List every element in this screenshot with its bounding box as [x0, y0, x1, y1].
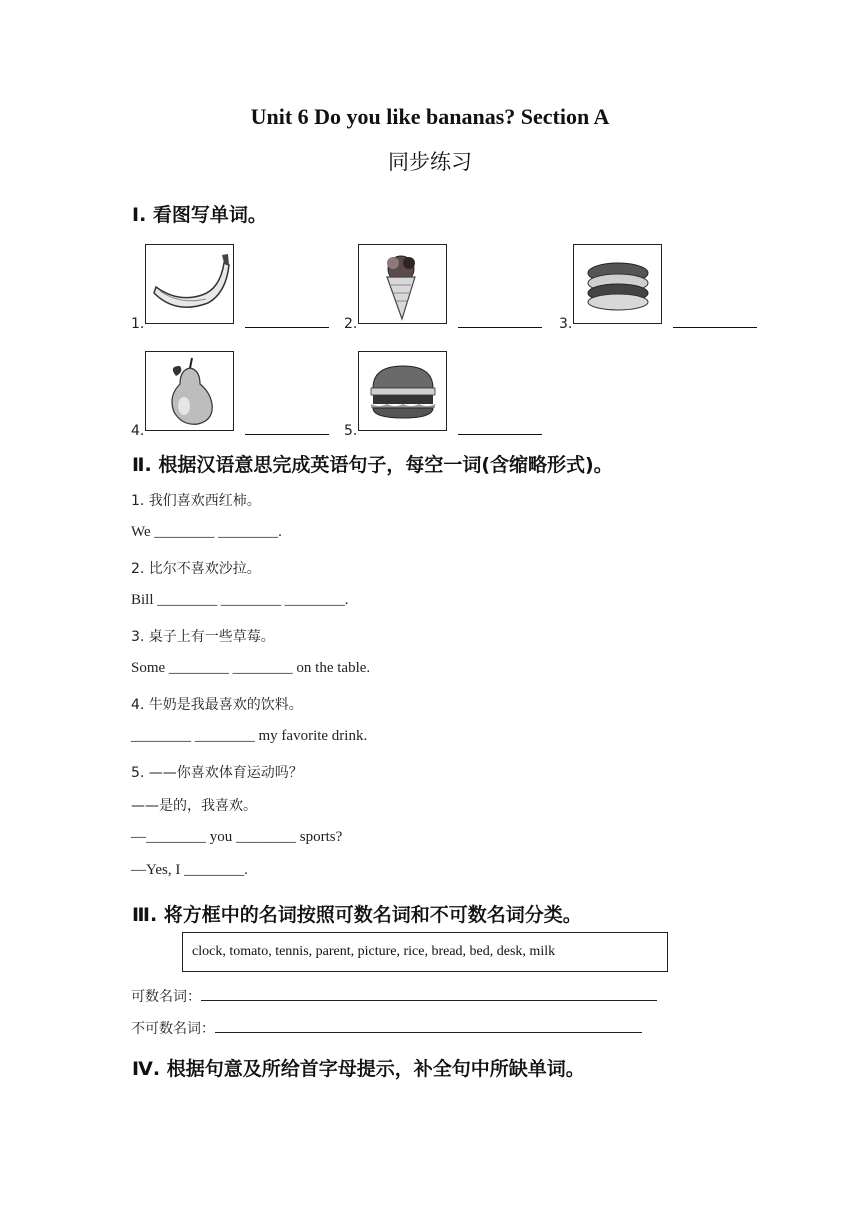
answer-blank[interactable] — [245, 434, 329, 435]
exercise-line: 3. 桌子上有一些草莓。 — [131, 629, 275, 645]
picture-number: 5. — [344, 423, 358, 439]
picture-number: 2. — [344, 316, 358, 332]
noun-word-box: clock, tomato, tennis, parent, picture, rice, bread, bed, desk, milk — [182, 932, 668, 972]
exercise-line: 2. 比尔不喜欢沙拉。 — [131, 561, 261, 577]
exercise-line: 5. ——你喜欢体育运动吗？ — [131, 765, 303, 781]
countable-answer-line[interactable] — [201, 988, 657, 1001]
countable-label: 可数名词： — [131, 989, 201, 1005]
section-2-heading: Ⅱ. 根据汉语意思完成英语句子，每空一词(含缩略形式)。 — [132, 454, 613, 476]
picture-number: 1. — [131, 316, 145, 332]
answer-blank[interactable] — [245, 327, 329, 328]
picture-number: 3. — [559, 316, 573, 332]
picture-item-3 — [559, 244, 774, 334]
banana-icon — [145, 244, 234, 324]
section-3-heading: Ⅲ. 将方框中的名词按照可数名词和不可数名词分类。 — [132, 904, 582, 926]
section-4-heading: Ⅳ. 根据句意及所给首字母提示，补全句中所缺单词。 — [132, 1058, 585, 1080]
answer-blank[interactable] — [673, 327, 757, 328]
picture-item-5 — [344, 351, 559, 441]
exercise-line: ________ ________ my favorite drink. — [131, 728, 368, 744]
picture-number: 4. — [131, 423, 145, 439]
exercise-line: —Yes, I ________. — [131, 862, 248, 878]
exercise-line: Some ________ ________ on the table. — [131, 660, 371, 676]
pear-icon — [145, 351, 234, 431]
countable-answer-row — [131, 986, 657, 1006]
picture-item-1 — [131, 244, 346, 334]
picture-item-4 — [131, 351, 346, 441]
section-1-heading: Ⅰ. 看图写单词。 — [132, 204, 267, 226]
exercise-line: 1. 我们喜欢西红柿。 — [131, 493, 261, 509]
uncountable-label: 不可数名词： — [131, 1021, 215, 1037]
page-subtitle: 同步练习 — [388, 150, 472, 174]
ice-cream-icon — [358, 244, 447, 324]
picture-item-2 — [344, 244, 559, 334]
bread-icon — [573, 244, 662, 324]
exercise-line: Bill ________ ________ ________. — [131, 592, 349, 608]
answer-blank[interactable] — [458, 327, 542, 328]
uncountable-answer-row — [131, 1018, 642, 1038]
exercise-line: —________ you ________ sports? — [131, 829, 343, 845]
hamburger-icon — [358, 351, 447, 431]
exercise-line: 4. 牛奶是我最喜欢的饮料。 — [131, 697, 303, 713]
exercise-line: ——是的，我喜欢。 — [131, 798, 257, 814]
exercise-line: We ________ ________. — [131, 524, 282, 540]
uncountable-answer-line[interactable] — [215, 1020, 642, 1033]
page-title: Unit 6 Do you like bananas? Section A — [250, 104, 610, 129]
answer-blank[interactable] — [458, 434, 542, 435]
